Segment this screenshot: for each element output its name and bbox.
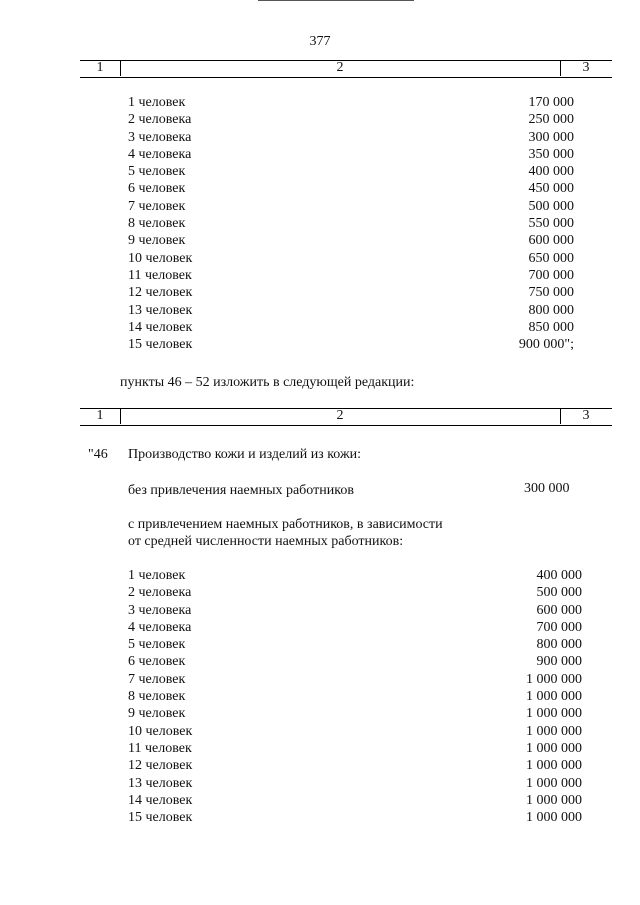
table-row: [128, 180, 588, 197]
row-value: 400 000: [528, 164, 574, 180]
row-value: 300 000: [528, 129, 574, 145]
section2-rows: [128, 567, 588, 826]
table-row: [128, 757, 588, 774]
row-value: 1 000 000: [526, 671, 582, 687]
row-label: 14 человек: [128, 792, 193, 808]
row-value: 450 000: [528, 181, 574, 197]
table-row: [128, 198, 588, 215]
header-col-1: 1: [80, 408, 121, 424]
table-row: [128, 653, 588, 670]
table-row: [128, 319, 588, 336]
item-number: "46: [88, 447, 108, 462]
row-value: 1 000 000: [526, 706, 582, 722]
header-col-2: 2: [120, 60, 561, 76]
table-row: [128, 267, 588, 284]
table-row: [128, 232, 588, 249]
row-value: 170 000: [528, 95, 574, 110]
row-value: 500 000: [536, 585, 582, 601]
top-rule: [258, 0, 414, 1]
header-col-2: 2: [120, 408, 561, 424]
table-row: [128, 215, 588, 232]
item-title: Производство кожи и изделий из кожи:: [128, 447, 362, 462]
row-value: 800 000: [536, 637, 582, 653]
instruction-text: пункты 46 – 52 изложить в следующей редакции:: [120, 375, 415, 390]
section1-rows: [128, 94, 588, 353]
row-label: 10 человек: [128, 723, 193, 739]
row-value: 500 000: [528, 198, 574, 214]
hire-label-line2: от средней численности наемных работников:: [128, 534, 404, 549]
row-label: 15 человек: [128, 337, 193, 353]
row-label: 9 человек: [128, 233, 186, 249]
table-row: [128, 250, 588, 267]
table-row: [128, 567, 588, 584]
row-value: 650 000: [528, 250, 574, 266]
row-value: 550 000: [528, 216, 574, 232]
table-row: [128, 723, 588, 740]
table-row: [128, 94, 588, 111]
row-label: 3 человека: [128, 129, 192, 145]
row-label: 11 человек: [128, 740, 192, 756]
row-label: 4 человека: [128, 146, 192, 162]
table-row: [128, 671, 588, 688]
row-value: 250 000: [528, 112, 574, 128]
row-label: 12 человек: [128, 285, 193, 301]
row-label: 6 человек: [128, 654, 186, 670]
table-row: [128, 602, 588, 619]
row-value: 1 000 000: [526, 689, 582, 705]
table-row: [128, 636, 588, 653]
row-label: 1 человек: [128, 95, 186, 110]
row-label: 5 человек: [128, 164, 186, 180]
table-row: [128, 129, 588, 146]
row-label: 1 человек: [128, 568, 186, 583]
row-label: 3 человека: [128, 602, 192, 618]
table-row: [128, 111, 588, 128]
hire-label-line1: с привлечением наемных работников, в зависимости: [128, 517, 443, 532]
table-row: [128, 146, 588, 163]
table-row: [128, 284, 588, 301]
table-row: [128, 584, 588, 601]
row-value: 800 000: [528, 302, 574, 318]
row-value: 1 000 000: [526, 792, 582, 808]
table-row: [128, 336, 588, 353]
page-number: 377: [309, 34, 331, 49]
table-row: [128, 619, 588, 636]
row-value: 900 000: [536, 654, 582, 670]
table-row: [128, 705, 588, 722]
row-value: 600 000: [528, 233, 574, 249]
table-row: [128, 792, 588, 809]
header-col-3: 3: [582, 60, 590, 75]
table-header-1: [80, 60, 612, 78]
row-value: 350 000: [528, 146, 574, 162]
row-label: 8 человек: [128, 216, 186, 232]
row-label: 9 человек: [128, 706, 186, 722]
row-label: 13 человек: [128, 775, 193, 791]
table-row: [128, 775, 588, 792]
row-value: 700 000: [536, 619, 582, 635]
row-label: 4 человека: [128, 619, 192, 635]
row-value: 700 000: [528, 267, 574, 283]
no-hire-value: 300 000: [524, 481, 570, 496]
row-value: 1 000 000: [526, 740, 582, 756]
row-label: 15 человек: [128, 810, 193, 826]
row-label: 14 человек: [128, 319, 193, 335]
table-row: [128, 740, 588, 757]
row-value: 600 000: [536, 602, 582, 618]
header-col-3: 3: [582, 408, 590, 423]
row-label: 2 человека: [128, 585, 192, 601]
table-row: [128, 688, 588, 705]
row-label: 12 человек: [128, 758, 193, 774]
table-row: [128, 809, 588, 826]
row-value: 1 000 000: [526, 810, 582, 826]
table-row: [128, 163, 588, 180]
row-value: 750 000: [528, 285, 574, 301]
row-value: 1 000 000: [526, 758, 582, 774]
header-col-1: 1: [80, 60, 121, 76]
row-value: 1 000 000: [526, 775, 582, 791]
table-header-2: [80, 408, 612, 426]
row-value: 400 000: [536, 568, 582, 583]
row-label: 13 человек: [128, 302, 193, 318]
row-value: 850 000: [528, 319, 574, 335]
row-label: 5 человек: [128, 637, 186, 653]
row-label: 10 человек: [128, 250, 193, 266]
row-label: 7 человек: [128, 198, 186, 214]
row-label: 8 человек: [128, 689, 186, 705]
row-value: 900 000";: [518, 337, 574, 353]
row-label: 11 человек: [128, 267, 192, 283]
row-value: 1 000 000: [526, 723, 582, 739]
table-row: [128, 302, 588, 319]
row-label: 7 человек: [128, 671, 186, 687]
row-label: 6 человек: [128, 181, 186, 197]
row-label: 2 человека: [128, 112, 192, 128]
no-hire-label: без привлечения наемных работников: [128, 483, 354, 498]
